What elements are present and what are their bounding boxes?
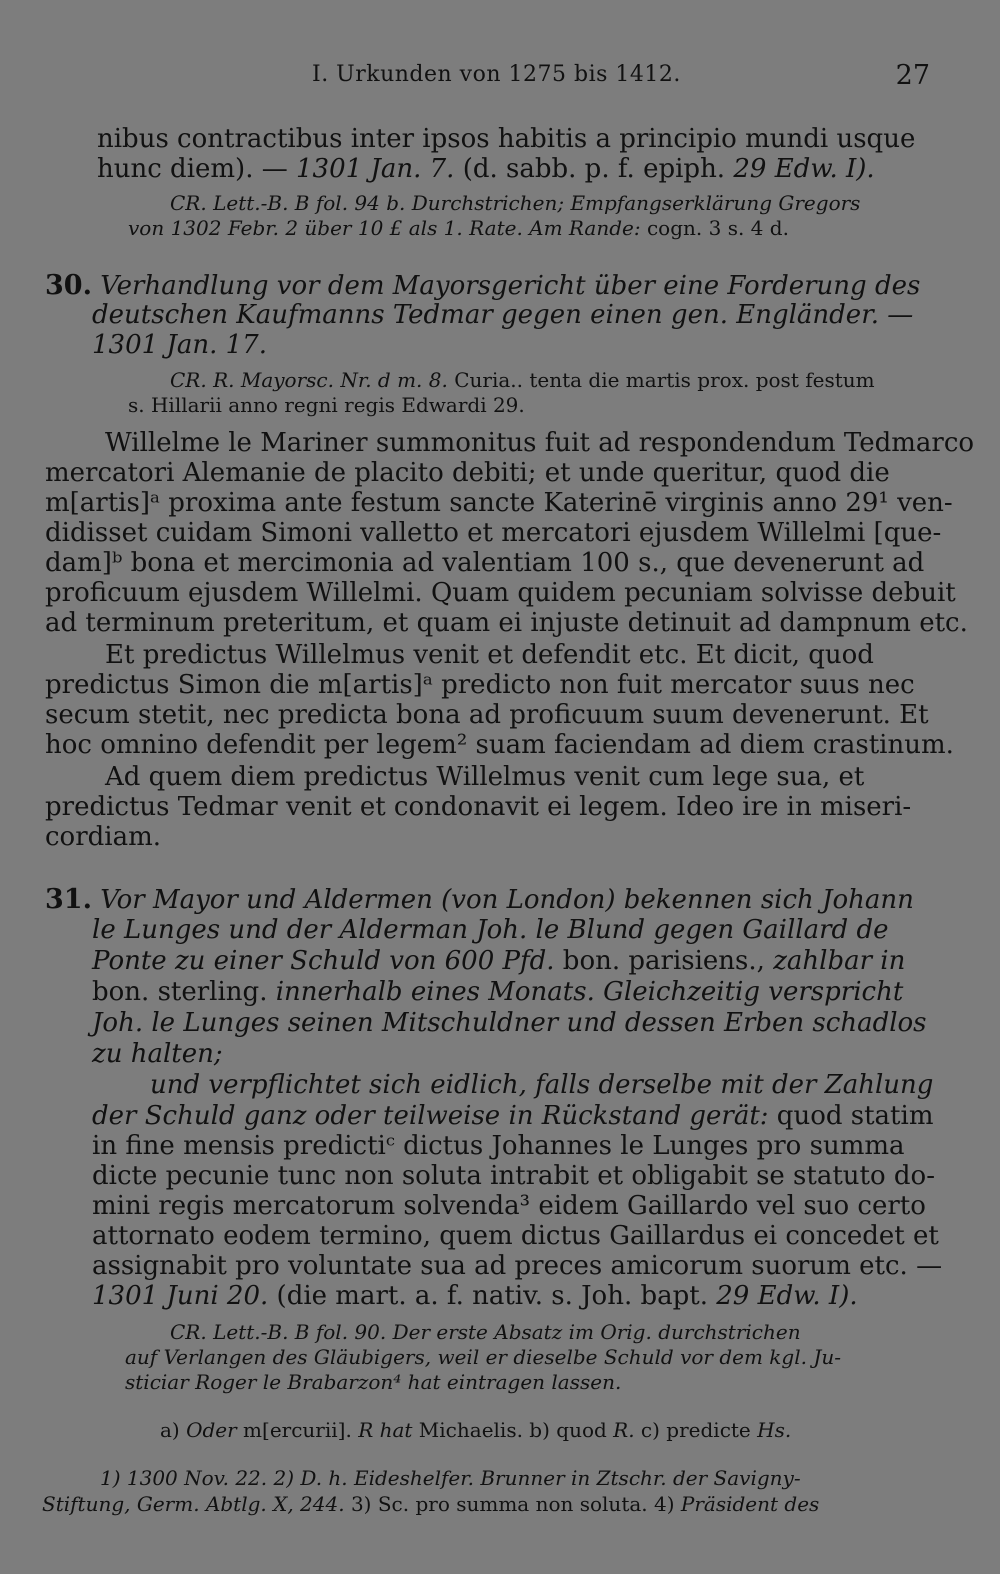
apparatus-notes: a) Oder m[ercurii]. R hat Michaelis. b) quod R. c) predicte Hs.: [160, 1418, 792, 1442]
running-header: [0, 62, 1000, 92]
regest-line: und verpflichtet sich eidlich, falls derselbe mit der Zahlung: [150, 1070, 934, 1100]
body-line: secum stetit, nec predicta bona ad proficuum suum devenerunt. Et: [45, 700, 929, 730]
body-line: Ad quem diem predictus Willelmus venit cum lege sua, et: [105, 762, 865, 792]
regest-line: bon. sterling. innerhalb eines Monats. Gleichzeitig verspricht: [92, 977, 904, 1007]
body-line: hoc omnino defendit per legem² suam faciendam ad diem crastinum.: [45, 730, 954, 760]
source-line: s. Hillarii anno regni regis Edwardi 29.: [128, 393, 525, 417]
body-line: dam]ᵇ bona et mercimonia ad valentiam 100 s., que devenerunt ad: [45, 548, 925, 578]
page-number: 27: [895, 60, 930, 91]
regest-line: deutschen Kaufmanns Tedmar gegen einen gen. Engländer. —: [92, 300, 914, 330]
body-line: Et predictus Willelmus venit et defendit etc. Et dicit, quod: [105, 640, 874, 670]
source-line: auf Verlangen des Gläubigers, weil er dieselbe Schuld vor dem kgl. Ju-: [125, 1345, 841, 1369]
regest-line: le Lunges und der Alderman Joh. le Blund gegen Gaillard de: [92, 915, 889, 945]
body-line: m[artis]ᵃ proxima ante festum sancte Katerinē virginis anno 29¹ ven-: [45, 488, 953, 518]
source-line: CR. Lett.-B. B fol. 94 b. Durchstrichen; Empfangserklärung Gregors: [170, 191, 861, 215]
body-line: dicte pecunie tunc non soluta intrabit et obligabit se statuto do-: [92, 1161, 935, 1191]
document-number: 31.: [45, 884, 92, 915]
regest-line: Ponte zu einer Schuld von 600 Pfd. bon. parisiens., zahlbar in: [92, 946, 906, 976]
source-line: sticiar Roger le Brabarzon⁴ hat eintragen lassen.: [125, 1370, 622, 1394]
text-line: hunc diem). — 1301 Jan. 7. (d. sabb. p. f. epiph. 29 Edw. I).: [97, 154, 875, 184]
footnote-line: Stiftung, Germ. Abtlg. X, 244. 3) Sc. pro summa non soluta. 4) Präsident des: [42, 1492, 820, 1516]
source-line: CR. Lett.-B. B fol. 90. Der erste Absatz im Orig. durchstrichen: [170, 1320, 801, 1344]
regest-line: zu halten;: [92, 1039, 223, 1069]
regest-line: 1301 Jan. 17.: [92, 330, 267, 360]
body-line: predictus Simon die m[artis]ᵃ predicto non fuit mercator suus nec: [45, 670, 915, 700]
body-line: mini regis mercatorum solvenda³ eidem Gaillardo vel suo certo: [92, 1191, 926, 1221]
regest-line: der Schuld ganz oder teilweise in Rückstand gerät: quod statim: [92, 1101, 934, 1131]
header-title: I. Urkunden von 1275 bis 1412.: [312, 62, 681, 87]
source-line: CR. R. Mayorsc. Nr. d m. 8. Curia.. tenta die martis prox. post festum: [170, 368, 875, 392]
body-line: didisset cuidam Simoni valletto et mercatori ejusdem Willelmi [que-: [45, 518, 942, 548]
date-line: 1301 Juni 20. (die mart. a. f. nativ. s. Joh. bapt. 29 Edw. I).: [92, 1281, 858, 1311]
body-line: Willelme le Mariner summonitus fuit ad respondendum Tedmarco: [105, 428, 975, 458]
source-line: von 1302 Febr. 2 über 10 £ als 1. Rate. Am Rande: cogn. 3 s. 4 d.: [128, 216, 789, 240]
body-line: mercatori Alemanie de placito debiti; et unde queritur, quod die: [45, 458, 890, 488]
body-line: in fine mensis predictiᶜ dictus Johannes le Lunges pro summa: [92, 1131, 905, 1161]
body-line: ad terminum preteritum, et quam ei injuste detinuit ad dampnum etc.: [45, 608, 968, 638]
document-number: 30.: [45, 270, 92, 301]
text-line: nibus contractibus inter ipsos habitis a principio mundi usque: [97, 124, 916, 154]
regest-line: 30. Verhandlung vor dem Mayorsgericht über eine Forderung des: [45, 270, 921, 301]
regest-line: Joh. le Lunges seinen Mitschuldner und dessen Erben schadlos: [92, 1008, 927, 1038]
body-line: proficuum ejusdem Willelmi. Quam quidem pecuniam solvisse debuit: [45, 578, 956, 608]
regest-line: 31. Vor Mayor und Aldermen (von London) bekennen sich Johann: [45, 884, 914, 915]
body-line: predictus Tedmar venit et condonavit ei legem. Ideo ire in miseri-: [45, 792, 912, 822]
footnote-line: 1) 1300 Nov. 22. 2) D. h. Eideshelfer. Brunner in Ztschr. der Savigny-: [100, 1466, 801, 1490]
body-line: attornato eodem termino, quem dictus Gaillardus ei concedet et: [92, 1221, 939, 1251]
body-line: cordiam.: [45, 822, 162, 852]
body-line: assignabit pro voluntate sua ad preces amicorum suorum etc. —: [92, 1251, 943, 1281]
